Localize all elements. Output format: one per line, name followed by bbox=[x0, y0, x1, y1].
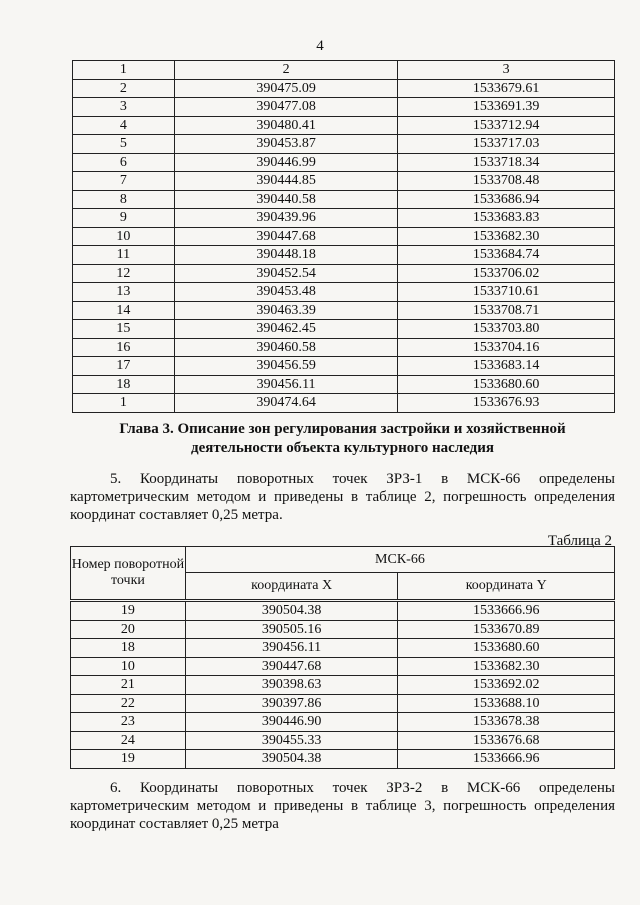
coordinate-x-cell: 390463.39 bbox=[174, 301, 398, 320]
coordinate-y-cell: 1533676.68 bbox=[398, 731, 615, 750]
point-number-cell: 10 bbox=[71, 657, 186, 676]
coordinates-table-1 bbox=[72, 60, 615, 413]
coordinate-y-cell: 1533679.61 bbox=[398, 79, 615, 98]
table-row bbox=[73, 116, 615, 135]
page-number: 4 bbox=[316, 38, 324, 54]
coordinate-y-cell: 1533683.14 bbox=[398, 357, 615, 376]
table-row bbox=[71, 639, 615, 658]
table-row bbox=[73, 394, 615, 413]
column-header: 3 bbox=[398, 61, 615, 80]
point-number-cell: 4 bbox=[73, 116, 175, 135]
point-number-cell: 20 bbox=[71, 620, 186, 639]
coordinate-y-cell: 1533712.94 bbox=[398, 116, 615, 135]
coordinate-x-cell: 390447.68 bbox=[174, 227, 398, 246]
point-number-cell: 1 bbox=[73, 394, 175, 413]
coordinate-x-cell: 390440.58 bbox=[174, 190, 398, 209]
coordinate-y-cell: 1533708.48 bbox=[398, 172, 615, 191]
coordinate-x-cell: 390456.59 bbox=[174, 357, 398, 376]
coordinate-y-cell: 1533676.93 bbox=[398, 394, 615, 413]
table-header-row bbox=[73, 61, 615, 80]
coordinate-y-cell: 1533682.30 bbox=[398, 227, 615, 246]
point-number-cell: 14 bbox=[73, 301, 175, 320]
table-row bbox=[73, 135, 615, 154]
point-number-cell: 5 bbox=[73, 135, 175, 154]
coordinate-x-cell: 390456.11 bbox=[185, 639, 398, 658]
point-number-cell: 12 bbox=[73, 264, 175, 283]
table-row bbox=[73, 301, 615, 320]
table-row bbox=[73, 283, 615, 302]
coordinate-y-cell: 1533691.39 bbox=[398, 98, 615, 117]
coordinate-x-cell: 390460.58 bbox=[174, 338, 398, 357]
point-number-cell: 19 bbox=[71, 750, 186, 769]
point-number-cell: 15 bbox=[73, 320, 175, 339]
point-number-cell: 21 bbox=[71, 676, 186, 695]
coordinate-y-cell: 1533683.83 bbox=[398, 209, 615, 228]
table-row bbox=[71, 676, 615, 695]
header-x: координата X bbox=[185, 573, 398, 601]
table-row bbox=[73, 172, 615, 191]
coordinate-x-cell: 390453.48 bbox=[174, 283, 398, 302]
coordinate-x-cell: 390504.38 bbox=[185, 750, 398, 769]
coordinate-x-cell: 390480.41 bbox=[174, 116, 398, 135]
table-row bbox=[71, 713, 615, 732]
coordinate-x-cell: 390462.45 bbox=[174, 320, 398, 339]
coordinate-y-cell: 1533666.96 bbox=[398, 601, 615, 621]
column-header: 1 bbox=[73, 61, 175, 80]
coordinate-y-cell: 1533682.30 bbox=[398, 657, 615, 676]
table-row bbox=[73, 190, 615, 209]
point-number-cell: 19 bbox=[71, 601, 186, 621]
table-row bbox=[73, 375, 615, 394]
paragraph-6 bbox=[70, 779, 615, 833]
coordinate-x-cell: 390474.64 bbox=[174, 394, 398, 413]
coordinate-y-cell: 1533680.60 bbox=[398, 375, 615, 394]
coordinate-x-cell: 390397.86 bbox=[185, 694, 398, 713]
coordinate-y-cell: 1533704.16 bbox=[398, 338, 615, 357]
coordinate-y-cell: 1533680.60 bbox=[398, 639, 615, 658]
table-row bbox=[71, 601, 615, 621]
point-number-cell: 2 bbox=[73, 79, 175, 98]
paragraph-line: координат составляет 0,25 метра bbox=[70, 816, 279, 832]
point-number-cell: 17 bbox=[73, 357, 175, 376]
point-number-cell: 6 bbox=[73, 153, 175, 172]
table-row bbox=[73, 338, 615, 357]
table-row bbox=[73, 357, 615, 376]
point-number-cell: 8 bbox=[73, 190, 175, 209]
point-number-cell: 7 bbox=[73, 172, 175, 191]
point-number-cell: 16 bbox=[73, 338, 175, 357]
paragraph-line: картометрическим методом и приведены в таблице 3, погрешность определения bbox=[70, 798, 615, 814]
header-point-number: Номер поворотной точки bbox=[71, 547, 186, 601]
header-y: координата Y bbox=[398, 573, 615, 601]
paragraph-line: 6. Координаты поворотных точек ЗРЗ-2 в МСК-66 определены bbox=[110, 780, 615, 796]
point-number-cell: 9 bbox=[73, 209, 175, 228]
coordinate-y-cell: 1533688.10 bbox=[398, 694, 615, 713]
table-row bbox=[73, 153, 615, 172]
coordinate-x-cell: 390444.85 bbox=[174, 172, 398, 191]
table-row bbox=[71, 657, 615, 676]
table-row bbox=[71, 731, 615, 750]
paragraph-5 bbox=[70, 470, 615, 524]
table-row bbox=[71, 620, 615, 639]
table-row bbox=[73, 227, 615, 246]
coordinate-y-cell: 1533686.94 bbox=[398, 190, 615, 209]
coordinate-y-cell: 1533670.89 bbox=[398, 620, 615, 639]
point-number-cell: 11 bbox=[73, 246, 175, 265]
point-number-cell: 24 bbox=[71, 731, 186, 750]
table-row bbox=[73, 246, 615, 265]
coordinate-x-cell: 390447.68 bbox=[185, 657, 398, 676]
paragraph-line: картометрическим методом и приведены в таблице 2, погрешность определения bbox=[70, 489, 615, 505]
point-number-cell: 10 bbox=[73, 227, 175, 246]
point-number-cell: 22 bbox=[71, 694, 186, 713]
coordinate-x-cell: 390455.33 bbox=[185, 731, 398, 750]
coordinate-x-cell: 390456.11 bbox=[174, 375, 398, 394]
coordinate-x-cell: 390446.99 bbox=[174, 153, 398, 172]
table-row bbox=[73, 209, 615, 228]
table-row bbox=[71, 694, 615, 713]
coordinate-y-cell: 1533684.74 bbox=[398, 246, 615, 265]
coordinate-y-cell: 1533717.03 bbox=[398, 135, 615, 154]
chapter-heading bbox=[70, 420, 615, 458]
coordinate-x-cell: 390439.96 bbox=[174, 209, 398, 228]
coordinate-x-cell: 390453.87 bbox=[174, 135, 398, 154]
point-number-cell: 3 bbox=[73, 98, 175, 117]
coordinate-x-cell: 390505.16 bbox=[185, 620, 398, 639]
coordinates-table-2 bbox=[70, 546, 615, 769]
coordinate-y-cell: 1533708.71 bbox=[398, 301, 615, 320]
paragraph-line: координат составляет 0,25 метра. bbox=[70, 507, 283, 523]
coordinate-y-cell: 1533718.34 bbox=[398, 153, 615, 172]
point-number-cell: 13 bbox=[73, 283, 175, 302]
chapter-heading-line: Глава 3. Описание зон регулирования застройки и хозяйственной bbox=[119, 421, 566, 437]
column-header: 2 bbox=[174, 61, 398, 80]
table-row bbox=[73, 79, 615, 98]
coordinate-y-cell: 1533710.61 bbox=[398, 283, 615, 302]
coordinate-x-cell: 390477.08 bbox=[174, 98, 398, 117]
table-row bbox=[73, 264, 615, 283]
coordinate-y-cell: 1533692.02 bbox=[398, 676, 615, 695]
coordinate-y-cell: 1533678.38 bbox=[398, 713, 615, 732]
table-row bbox=[73, 98, 615, 117]
header-coordinate-system: МСК-66 bbox=[185, 547, 614, 573]
coordinate-x-cell: 390446.90 bbox=[185, 713, 398, 732]
coordinate-y-cell: 1533666.96 bbox=[398, 750, 615, 769]
coordinate-x-cell: 390504.38 bbox=[185, 601, 398, 621]
point-number-cell: 18 bbox=[71, 639, 186, 658]
point-number-cell: 18 bbox=[73, 375, 175, 394]
paragraph-line: 5. Координаты поворотных точек ЗРЗ-1 в МСК-66 определены bbox=[110, 471, 615, 487]
table-row bbox=[71, 750, 615, 769]
coordinate-x-cell: 390452.54 bbox=[174, 264, 398, 283]
table-caption: Таблица 2 bbox=[547, 533, 612, 549]
coordinate-x-cell: 390475.09 bbox=[174, 79, 398, 98]
table-row bbox=[73, 320, 615, 339]
chapter-heading-line: деятельности объекта культурного наследия bbox=[191, 440, 494, 456]
coordinate-y-cell: 1533703.80 bbox=[398, 320, 615, 339]
coordinate-x-cell: 390398.63 bbox=[185, 676, 398, 695]
point-number-cell: 23 bbox=[71, 713, 186, 732]
coordinate-x-cell: 390448.18 bbox=[174, 246, 398, 265]
coordinate-y-cell: 1533706.02 bbox=[398, 264, 615, 283]
